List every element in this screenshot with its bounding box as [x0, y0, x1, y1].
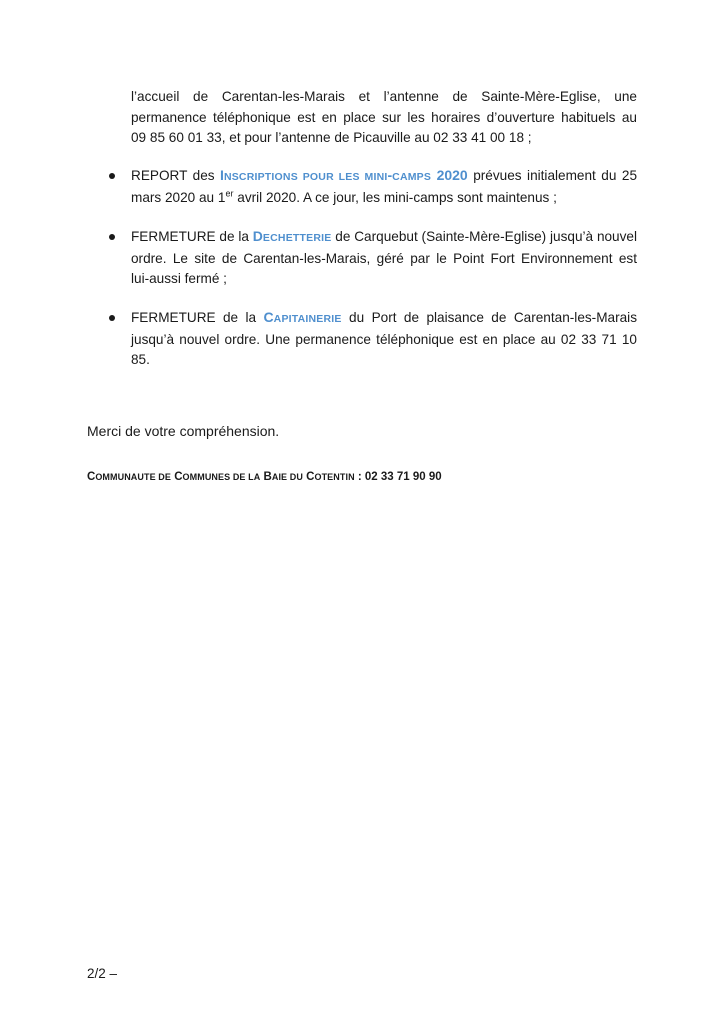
footer-contact: COMMUNAUTE DE COMMUNES DE LA BAIE DU COTENTIN : 02 33 71 90 90 [87, 471, 442, 483]
bullet-icon [109, 173, 115, 179]
list-item-dechetterie [131, 226, 637, 290]
capitainerie-line-1: FERMETURE de la CAPITAINERIE du Port de plaisance de Carentan-les-Marais [131, 309, 637, 325]
intro-line-1: l’accueil de Carentan-les-Marais et l’antenne de Sainte-Mère-Eglise, une [131, 89, 637, 104]
minicamps-connector: des [192, 168, 215, 183]
minicamps-highlight: INSCRIPTIONS POUR LES MINI-CAMPS 2020 [220, 167, 468, 183]
bullet-icon [109, 315, 115, 321]
intro-paragraph [131, 87, 637, 149]
intro-line-3: 09 85 60 01 33, et pour l’antenne de Picauville au 02 33 41 00 18 ; [131, 130, 532, 145]
dechetterie-line-1: FERMETURE de la DECHETTERIE de Carquebut (Sainte-Mère-Eglise) jusqu’à nouvel [131, 228, 637, 244]
capitainerie-line-2: jusqu’à nouvel ordre. Une permanence téléphonique est en place au 02 33 71 10 [131, 331, 637, 347]
minicamps-line-2: mars 2020 au 1er avril 2020. A ce jour, les mini-camps sont maintenus ; [131, 187, 557, 205]
capitainerie-highlight: CAPITAINERIE [263, 309, 342, 325]
minicamps-line1-end: prévues initialement du 25 [473, 168, 637, 183]
list-item-capitainerie [131, 307, 637, 371]
list-item-minicamps [131, 165, 637, 208]
dechetterie-highlight: DECHETTERIE [252, 228, 332, 244]
thanks-text: Merci de votre compréhension. [87, 423, 280, 439]
minicamps-line-1 [131, 165, 637, 188]
intro-line-2: permanence téléphonique est en place sur les horaires d’ouverture habituels au [131, 109, 637, 125]
capitainerie-line-3: 85. [131, 352, 150, 367]
minicamps-lead: REPORT [131, 168, 188, 183]
dechetterie-line-2: ordre. Le site de Carentan-les-Marais, géré par le Point Fort Environnement est [131, 250, 637, 266]
footer-phone: : 02 33 71 90 90 [357, 471, 442, 483]
dechetterie-line-3: lui-aussi fermé ; [131, 271, 227, 286]
bullet-icon [109, 234, 115, 240]
page-number: 2/2 – [87, 966, 118, 981]
